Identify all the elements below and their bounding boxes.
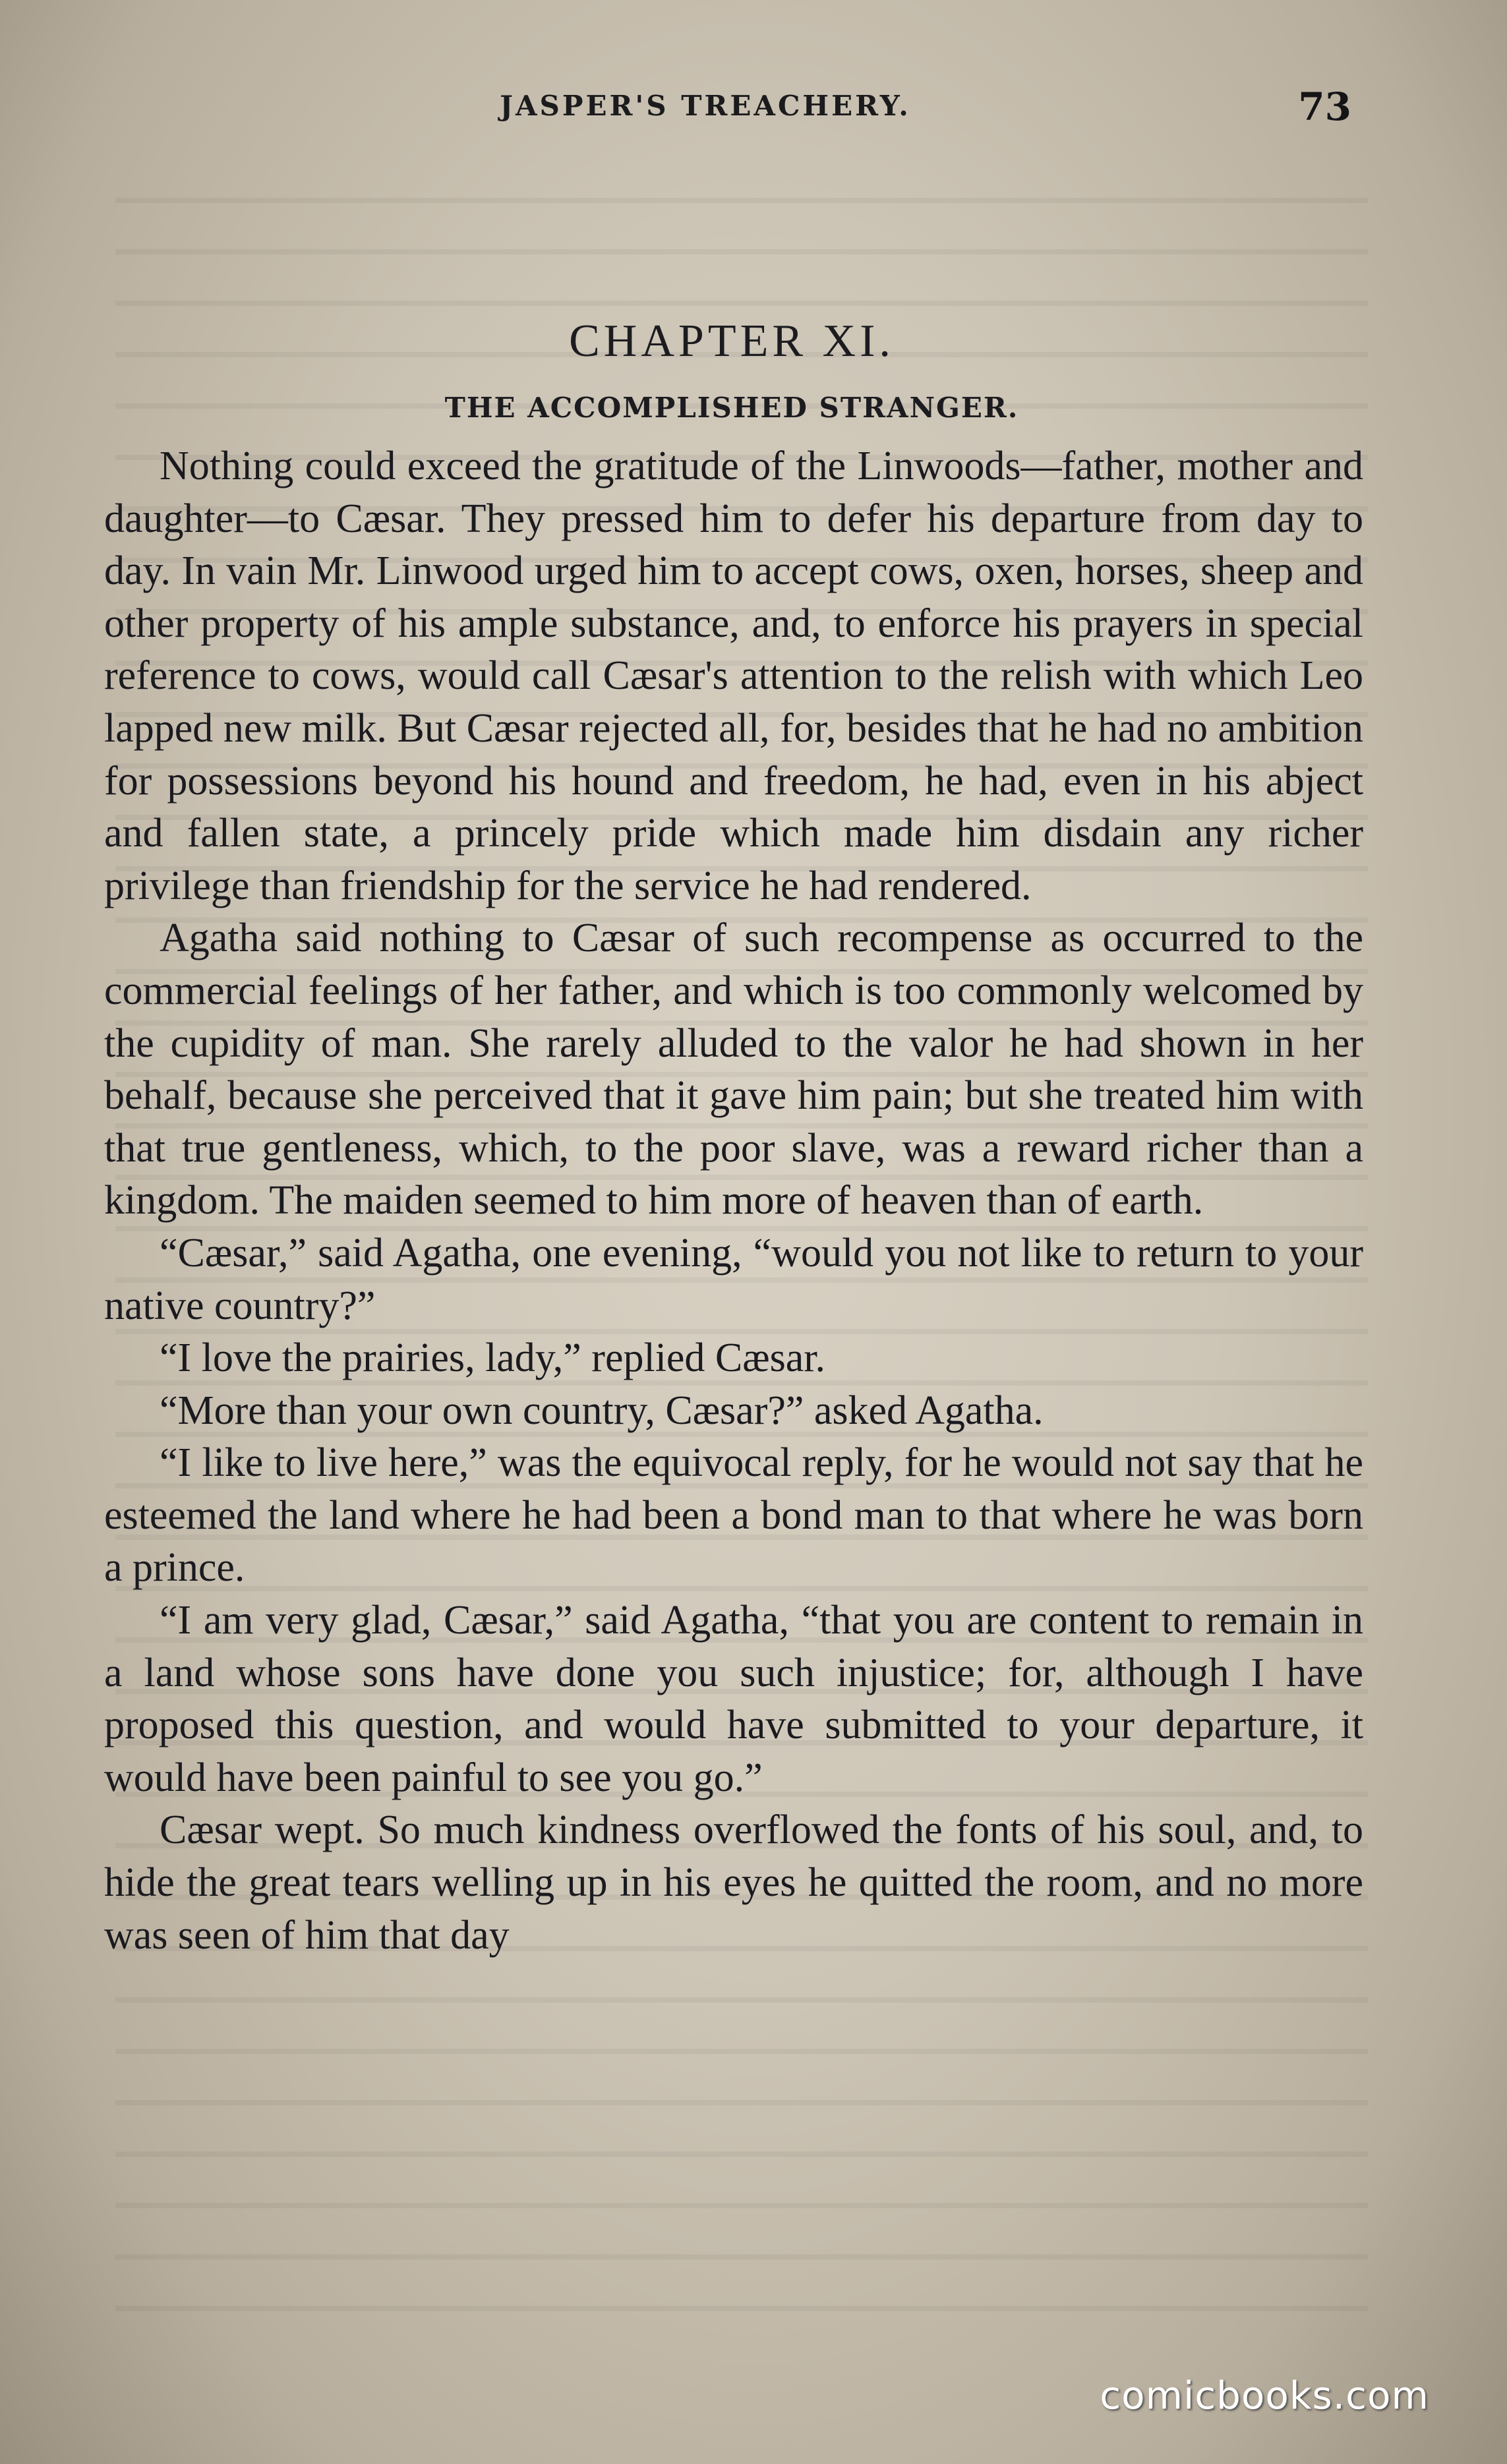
paragraph: “I am very glad, Cæsar,” said Agatha, “that you are content to remain in a land whose sons have done you such injustice; for, although I have proposed this question, and would have submitted to your departure, it would have been painful to see you go.” — [104, 1598, 1363, 1800]
watermark: comicbooks.com — [1100, 2373, 1429, 2418]
paragraph: “More than your own country, Cæsar?” asked Agatha. — [160, 1388, 1044, 1433]
chapter-subtitle: THE ACCOMPLISHED STRANGER. — [444, 392, 1019, 424]
chapter-title: CHAPTER XI. — [569, 316, 895, 367]
paragraph: “I like to live here,” was the equivocal reply, for he would not say that he esteemed the land where he had been a bond man to that where he was born a prince. — [104, 1440, 1363, 1591]
running-head — [99, 84, 1351, 131]
running-title: JASPER'S TREACHERY. — [500, 90, 911, 122]
paragraph: Nothing could exceed the gratitude of the Linwoods—father, mother and daughter—to Cæsar. They pressed him to defer his departure from day to day. In vain Mr. Linwood urged him to accept cows, oxen, horses, sheep and other property of his ample substance, and, to enforce his prayers in special reference to cows, would call Cæsar's attention to the relish with which Leo lapped new milk. But Cæsar rejected all, for, besides that he had no ambition for possessions beyond his hound and freedom, he had, even in his abject and fallen state, a princely pride which made him disdain any richer privilege than friendship for the service he had rendered. — [104, 444, 1363, 908]
body-text — [104, 440, 1363, 1962]
paragraph: “Cæsar,” said Agatha, one evening, “would you not like to return to your native country?” — [104, 1230, 1363, 1328]
paragraph: Cæsar wept. So much kindness overflowed the fonts of his soul, and, to hide the great tears welling up in his eyes he quitted the room, and no more was seen of him that day — [104, 1807, 1363, 1958]
paragraph: Agatha said nothing to Cæsar of such recompense as occurred to the commercial feelings of her father, and which is too commonly welcomed by the cupidity of man. She rarely alluded to the valor he had shown in her behalf, because she perceived that it gave him pain; but she treated him with that true gentleness, which, to the poor slave, was a reward richer than a kingdom. The maiden seemed to him more of heaven than of earth. — [104, 916, 1363, 1223]
page-number: 73 — [1298, 84, 1351, 129]
paragraph: “I love the prairies, lady,” replied Cæsar. — [160, 1335, 826, 1381]
